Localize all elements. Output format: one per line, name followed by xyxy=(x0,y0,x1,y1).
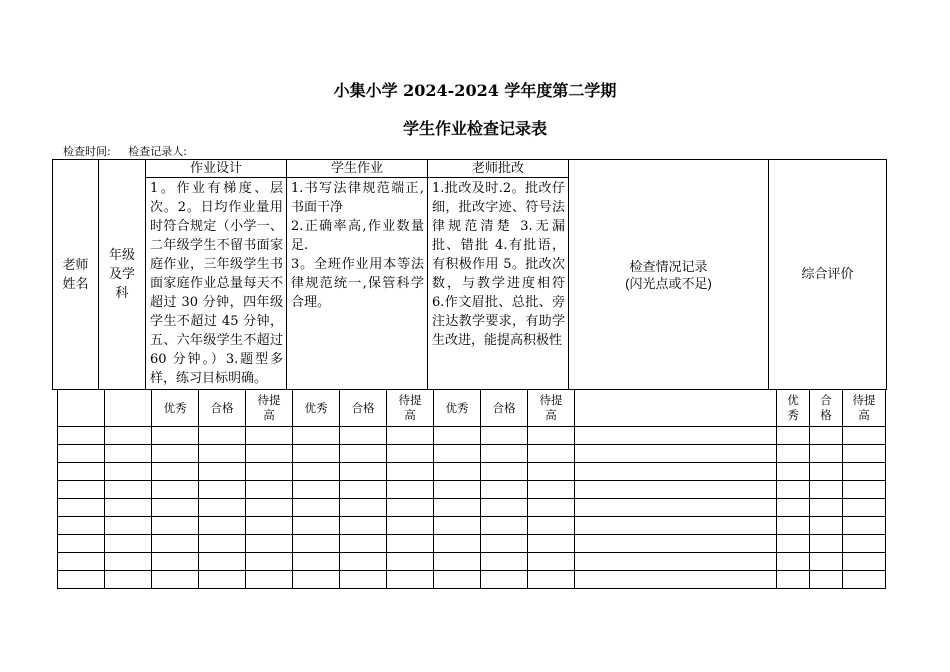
document-title: 小集小学 2024-2024 学年度第二学期 xyxy=(333,81,617,100)
blank-cell[interactable] xyxy=(843,517,886,535)
blank-cell[interactable] xyxy=(528,499,575,517)
blank-cell[interactable] xyxy=(152,481,199,499)
rating-header-row xyxy=(58,390,886,427)
eval-rating-label: 优秀 xyxy=(777,390,810,427)
blank-cell[interactable] xyxy=(199,463,246,481)
blank-cell[interactable] xyxy=(528,571,575,589)
blank-cell[interactable] xyxy=(843,535,886,553)
table-row xyxy=(58,517,886,535)
blank-cell[interactable] xyxy=(152,427,199,445)
eval-rating-label: 待提高 xyxy=(843,390,886,427)
blank-cell[interactable] xyxy=(152,535,199,553)
rating-label: 合格 xyxy=(199,390,246,427)
rating-label: 优秀 xyxy=(152,390,199,427)
blank-cell[interactable] xyxy=(246,427,293,445)
blank-cell[interactable] xyxy=(246,553,293,571)
blank-cell[interactable] xyxy=(777,481,810,499)
blank-cell[interactable] xyxy=(199,553,246,571)
blank-cell[interactable] xyxy=(293,481,340,499)
blank-cell[interactable] xyxy=(58,499,105,517)
group-student-homework: 学生作业 xyxy=(287,160,428,178)
blank-cell[interactable] xyxy=(246,463,293,481)
blank-cell[interactable] xyxy=(199,499,246,517)
blank-cell[interactable] xyxy=(481,553,528,571)
blank-cell[interactable] xyxy=(340,427,387,445)
blank-cell[interactable] xyxy=(387,463,434,481)
header-table xyxy=(52,159,887,390)
table-row xyxy=(58,463,886,481)
rating-label: 合格 xyxy=(481,390,528,427)
blank-cell[interactable] xyxy=(246,571,293,589)
blank-cell[interactable] xyxy=(481,499,528,517)
blank-cell[interactable] xyxy=(199,535,246,553)
record-grid xyxy=(57,389,886,589)
blank-cell[interactable] xyxy=(843,481,886,499)
blank-cell[interactable] xyxy=(105,481,152,499)
table-row xyxy=(58,571,886,589)
blank-cell[interactable] xyxy=(58,463,105,481)
blank-cell[interactable] xyxy=(843,571,886,589)
blank-cell[interactable] xyxy=(481,427,528,445)
blank-cell[interactable] xyxy=(246,481,293,499)
recorder-label: 检查记录人: xyxy=(128,145,187,158)
blank-cell[interactable] xyxy=(575,571,777,589)
rating-label: 优秀 xyxy=(434,390,481,427)
blank-cell[interactable] xyxy=(293,427,340,445)
blank-cell[interactable] xyxy=(575,445,777,463)
grade-subject-cell xyxy=(105,390,152,427)
blank-cell[interactable] xyxy=(810,427,843,445)
blank-cell[interactable] xyxy=(293,571,340,589)
blank-cell[interactable] xyxy=(199,517,246,535)
blank-cell[interactable] xyxy=(152,463,199,481)
blank-cell[interactable] xyxy=(481,463,528,481)
blank-cell[interactable] xyxy=(387,445,434,463)
rating-label: 待提高 xyxy=(387,390,434,427)
blank-cell[interactable] xyxy=(777,499,810,517)
blank-cell[interactable] xyxy=(387,481,434,499)
blank-cell[interactable] xyxy=(843,445,886,463)
blank-cell[interactable] xyxy=(481,535,528,553)
blank-cell[interactable] xyxy=(575,463,777,481)
blank-cell[interactable] xyxy=(199,445,246,463)
blank-cell[interactable] xyxy=(387,499,434,517)
blank-cell[interactable] xyxy=(777,571,810,589)
blank-cell[interactable] xyxy=(575,499,777,517)
blank-cell[interactable] xyxy=(58,571,105,589)
blank-cell[interactable] xyxy=(434,481,481,499)
blank-cell[interactable] xyxy=(434,427,481,445)
blank-cell[interactable] xyxy=(528,445,575,463)
table-row xyxy=(58,481,886,499)
blank-cell[interactable] xyxy=(246,445,293,463)
table-row xyxy=(58,553,886,571)
blank-cell[interactable] xyxy=(293,463,340,481)
blank-cell[interactable] xyxy=(340,571,387,589)
table-row xyxy=(58,427,886,445)
table-row xyxy=(58,445,886,463)
inspection-record-header: 检查情况记录 (闪光点或不足) xyxy=(569,160,769,390)
meta-line xyxy=(63,143,201,159)
blank-cell[interactable] xyxy=(293,517,340,535)
blank-cell[interactable] xyxy=(434,535,481,553)
blank-cell[interactable] xyxy=(105,427,152,445)
blank-cell[interactable] xyxy=(528,553,575,571)
blank-cell[interactable] xyxy=(58,481,105,499)
teacher-name-header: 老师姓名 xyxy=(53,160,99,390)
blank-cell[interactable] xyxy=(481,445,528,463)
blank-cell[interactable] xyxy=(340,517,387,535)
blank-cell[interactable] xyxy=(777,463,810,481)
blank-cell[interactable] xyxy=(58,553,105,571)
blank-cell[interactable] xyxy=(246,535,293,553)
blank-cell[interactable] xyxy=(810,571,843,589)
blank-cell[interactable] xyxy=(293,553,340,571)
blank-cell[interactable] xyxy=(340,481,387,499)
blank-cell[interactable] xyxy=(152,445,199,463)
blank-cell[interactable] xyxy=(293,445,340,463)
blank-cell[interactable] xyxy=(199,427,246,445)
blank-cell[interactable] xyxy=(481,571,528,589)
blank-cell[interactable] xyxy=(528,463,575,481)
blank-cell[interactable] xyxy=(105,571,152,589)
blank-cell[interactable] xyxy=(199,571,246,589)
blank-cell[interactable] xyxy=(105,445,152,463)
blank-cell[interactable] xyxy=(810,499,843,517)
teacher-name-cell xyxy=(58,390,105,427)
blank-cell[interactable] xyxy=(340,553,387,571)
blank-cell[interactable] xyxy=(58,427,105,445)
blank-cell[interactable] xyxy=(528,481,575,499)
blank-cell[interactable] xyxy=(434,445,481,463)
blank-cell[interactable] xyxy=(777,445,810,463)
blank-cell[interactable] xyxy=(105,535,152,553)
blank-cell[interactable] xyxy=(528,535,575,553)
blank-cell[interactable] xyxy=(810,445,843,463)
blank-cell[interactable] xyxy=(810,463,843,481)
blank-cell[interactable] xyxy=(528,427,575,445)
blank-cell[interactable] xyxy=(340,445,387,463)
blank-cell[interactable] xyxy=(434,499,481,517)
blank-cell[interactable] xyxy=(340,535,387,553)
blank-cell[interactable] xyxy=(105,499,152,517)
blank-cell[interactable] xyxy=(777,517,810,535)
blank-cell[interactable] xyxy=(246,499,293,517)
blank-cell[interactable] xyxy=(575,535,777,553)
inspection-record-cell xyxy=(575,390,777,427)
blank-cell[interactable] xyxy=(434,463,481,481)
blank-cell[interactable] xyxy=(481,481,528,499)
blank-cell[interactable] xyxy=(293,499,340,517)
blank-cell[interactable] xyxy=(575,517,777,535)
blank-cell[interactable] xyxy=(434,553,481,571)
grade-subject-header: 年级及学科 xyxy=(99,160,146,390)
eval-rating-label: 合格 xyxy=(810,390,843,427)
group-teacher-marking: 老师批改 xyxy=(428,160,569,178)
rating-label: 待提高 xyxy=(246,390,293,427)
blank-cell[interactable] xyxy=(105,517,152,535)
blank-cell[interactable] xyxy=(843,499,886,517)
blank-cell[interactable] xyxy=(810,481,843,499)
blank-cell[interactable] xyxy=(777,553,810,571)
homework-design-criteria: 1。作业有梯度、层次。2。日均作业量用时符合规定（小学一、二年级学生不留书面家庭作业，三年级学生书面家庭作业总量每天不超过 30 分钟，四年级学生不超过 45 分钟，五、六年级学生不超过 60 分钟。）3.题型多样，练习目标明确。 xyxy=(146,178,287,390)
blank-cell[interactable] xyxy=(105,463,152,481)
blank-cell[interactable] xyxy=(434,571,481,589)
blank-cell[interactable] xyxy=(777,427,810,445)
rating-label: 优秀 xyxy=(293,390,340,427)
blank-cell[interactable] xyxy=(387,535,434,553)
blank-cell[interactable] xyxy=(810,535,843,553)
blank-cell[interactable] xyxy=(152,553,199,571)
student-homework-criteria: 1.书写法律规范端正,书面干净 2.正确率高,作业数量足. 3。全班作业用本等法律规范统一,保管科学合理。 xyxy=(287,178,428,390)
blank-cell[interactable] xyxy=(387,517,434,535)
blank-cell[interactable] xyxy=(843,427,886,445)
blank-cell[interactable] xyxy=(58,535,105,553)
document-subtitle: 学生作业检查记录表 xyxy=(402,119,547,138)
blank-cell[interactable] xyxy=(152,499,199,517)
blank-cell[interactable] xyxy=(152,571,199,589)
blank-cell[interactable] xyxy=(58,445,105,463)
blank-cell[interactable] xyxy=(481,517,528,535)
blank-cell[interactable] xyxy=(152,517,199,535)
blank-cell[interactable] xyxy=(387,553,434,571)
blank-cell[interactable] xyxy=(105,553,152,571)
blank-cell[interactable] xyxy=(575,481,777,499)
table-row xyxy=(58,535,886,553)
check-time-label: 检查时间: xyxy=(63,145,111,158)
blank-cell[interactable] xyxy=(340,463,387,481)
blank-cell[interactable] xyxy=(340,499,387,517)
rating-label: 待提高 xyxy=(528,390,575,427)
overall-evaluation-header: 综合评价 xyxy=(769,160,887,390)
blank-cell[interactable] xyxy=(199,481,246,499)
blank-cell[interactable] xyxy=(810,553,843,571)
blank-cell[interactable] xyxy=(810,517,843,535)
blank-cell[interactable] xyxy=(246,517,293,535)
blank-cell[interactable] xyxy=(434,517,481,535)
blank-cell[interactable] xyxy=(528,517,575,535)
blank-cell[interactable] xyxy=(843,463,886,481)
blank-cell[interactable] xyxy=(575,553,777,571)
blank-cell[interactable] xyxy=(843,553,886,571)
group-homework-design: 作业设计 xyxy=(146,160,287,178)
blank-cell[interactable] xyxy=(575,427,777,445)
teacher-marking-criteria: 1.批改及时.2。批改仔细，批改字迹、符号法律规范清楚 3.无漏批、错批 4.有批语，有积极作用 5。批改次数，与教学进度相符 6.作文眉批、总批、旁注达教学要求，有助学生改进，能提高积极性 xyxy=(428,178,569,390)
blank-cell[interactable] xyxy=(777,535,810,553)
table-row xyxy=(58,499,886,517)
blank-cell[interactable] xyxy=(58,517,105,535)
blank-cell[interactable] xyxy=(293,535,340,553)
blank-cell[interactable] xyxy=(387,427,434,445)
rating-label: 合格 xyxy=(340,390,387,427)
blank-cell[interactable] xyxy=(387,571,434,589)
